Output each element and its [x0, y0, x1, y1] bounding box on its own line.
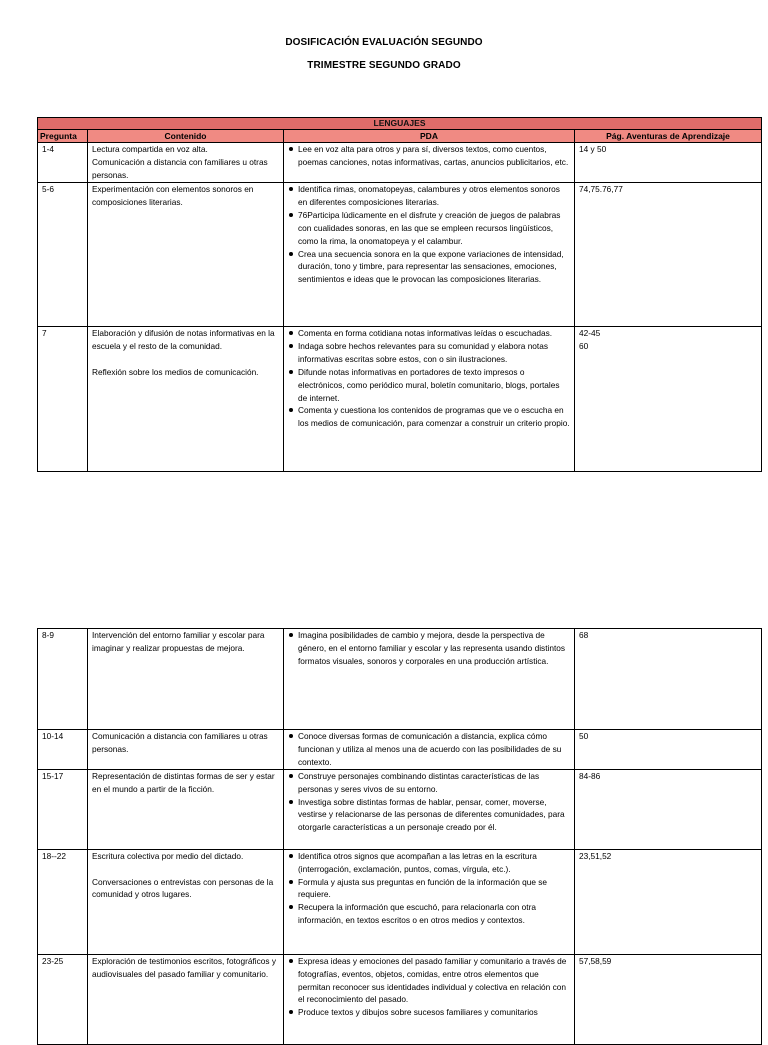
pda-bullet: Identifica otros signos que acompañan a las letras en la escritura (interrogación, exclamación, puntos, comas, vírgula, etc.).	[288, 850, 570, 876]
cell-contenido: Escritura colectiva por medio del dictado. Conversaciones o entrevistas con personas de la comunidad y otros lugares.	[88, 849, 284, 954]
column-header-pag: Pág. Aventuras de Aprendizaje	[575, 130, 762, 143]
cell-contenido: Representación de distintas formas de ser y estar en el mundo a partir de la ficción.	[88, 769, 284, 849]
cell-pregunta: 23-25	[38, 954, 88, 1044]
cell-contenido: Elaboración y difusión de notas informativas en la escuela y el resto de la comunidad. Reflexión sobre los medios de comunicación.	[88, 327, 284, 472]
cell-contenido: Experimentación con elementos sonoros en composiciones literarias.	[88, 183, 284, 327]
pda-bullet: Expresa ideas y emociones del pasado familiar y comunitario a través de fotografías, eventos, objetos, comidas, entre otros elementos que permitan reconocer sus identidades individual y colectiva en relación con el reconocimiento del pasado.	[288, 955, 570, 1007]
cell-pag: 74,75.76,77	[575, 183, 762, 327]
section-header-lenguajes: LENGUAJES	[38, 118, 762, 130]
cell-pregunta: 15-17	[38, 769, 88, 849]
cell-pda	[284, 143, 575, 183]
pda-bullet: 76Participa lúdicamente en el disfrute y creación de juegos de palabras con cualidades sonoras, en las que se empleen recursos lingüísticos, como la rima, la onomatopeya y el calambur.	[288, 209, 570, 248]
cell-pregunta: 5-6	[38, 183, 88, 327]
cell-pag: 42-45 60	[575, 327, 762, 472]
cell-pregunta: 1-4	[38, 143, 88, 183]
table-row	[38, 849, 762, 954]
pda-bullet: Conoce diversas formas de comunicación a distancia, explica cómo funcionan y utiliza al menos una de acuerdo con las posibilidades de su contexto.	[288, 730, 570, 769]
cell-pda	[284, 769, 575, 849]
pda-bullet: Recupera la información que escuchó, para relacionarla con otra información, en textos escritos o en otros medios y contextos.	[288, 901, 570, 927]
cell-pda	[284, 849, 575, 954]
pda-bullet: Investiga sobre distintas formas de hablar, pensar, comer, moverse, vestirse y relacionarse de las personas de diferentes comunidades, para otorgarle características a un personaje creado por él.	[288, 796, 570, 835]
cell-pregunta: 7	[38, 327, 88, 472]
column-header-pda: PDA	[284, 130, 575, 143]
pda-bullet: Comenta y cuestiona los contenidos de programas que ve o escucha en los medios de comunicación, para comenzar a construir un criterio propio.	[288, 404, 570, 430]
table-row	[38, 629, 762, 730]
cell-pag: 57,58,59	[575, 954, 762, 1044]
pda-bullet: Identifica rimas, onomatopeyas, calambures y otros elementos sonoros en diferentes composiciones literarias.	[288, 183, 570, 209]
cell-pda	[284, 327, 575, 472]
cell-pda	[284, 730, 575, 770]
cell-pda	[284, 954, 575, 1044]
pda-bullet: Construye personajes combinando distintas características de las personas y seres vivos de su entorno.	[288, 770, 570, 796]
column-header-contenido: Contenido	[88, 130, 284, 143]
cell-pag: 68	[575, 629, 762, 730]
pda-bullet: Formula y ajusta sus preguntas en función de la información que se requiere.	[288, 876, 570, 902]
pda-bullet: Indaga sobre hechos relevantes para su comunidad y elabora notas informativas escritas sobre estos, con o sin ilustraciones.	[288, 340, 570, 366]
document-title-line-2: TRIMESTRE SEGUNDO GRADO	[307, 60, 461, 71]
pda-bullet: Imagina posibilidades de cambio y mejora, desde la perspectiva de género, en el entorno familiar y escolar y las representa usando distintos formatos visuales, sonoros y corporales en una producción artística.	[288, 629, 570, 668]
cell-pda	[284, 183, 575, 327]
pda-bullet: Difunde notas informativas en portadores de texto impresos o electrónicos, como periódico mural, boletín comunitario, blogs, portales de internet.	[288, 366, 570, 405]
dosificacion-table-page-2	[37, 628, 762, 1045]
cell-pregunta: 8-9	[38, 629, 88, 730]
cell-contenido: Lectura compartida en voz alta. Comunicación a distancia con familiares u otras personas.	[88, 143, 284, 183]
cell-contenido: Exploración de testimonios escritos, fotográficos y audiovisuales del pasado familiar y comunitario.	[88, 954, 284, 1044]
pda-bullet: Comenta en forma cotidiana notas informativas leídas o escuchadas.	[288, 327, 570, 340]
pda-bullet: Produce textos y dibujos sobre sucesos familiares y comunitarios	[288, 1006, 570, 1019]
dosificacion-table-page-1	[37, 117, 762, 472]
cell-pag: 23,51,52	[575, 849, 762, 954]
cell-pag: 14 y 50	[575, 143, 762, 183]
cell-pag: 50	[575, 730, 762, 770]
cell-pda	[284, 629, 575, 730]
pda-bullet: Lee en voz alta para otros y para sí, diversos textos, como cuentos, poemas canciones, notas informativas, cartas, anuncios publicitarios, etc.	[288, 143, 570, 169]
cell-pregunta: 18--22	[38, 849, 88, 954]
table-row	[38, 143, 762, 183]
pda-bullet: Crea una secuencia sonora en la que expone variaciones de intensidad, duración, tono y timbre, para representar las sensaciones, emociones, sentimientos e ideas que le provocan las composiciones literarias.	[288, 248, 570, 287]
table-row	[38, 730, 762, 770]
table-row	[38, 769, 762, 849]
cell-contenido: Comunicación a distancia con familiares u otras personas.	[88, 730, 284, 770]
table-row	[38, 327, 762, 472]
cell-contenido: Intervención del entorno familiar y escolar para imaginar y realizar propuestas de mejora.	[88, 629, 284, 730]
cell-pag: 84-86	[575, 769, 762, 849]
table-row	[38, 954, 762, 1044]
cell-pregunta: 10-14	[38, 730, 88, 770]
table-row	[38, 183, 762, 327]
column-header-pregunta: Pregunta	[38, 130, 88, 143]
document-title-line-1: DOSIFICACIÓN EVALUACIÓN SEGUNDO	[285, 37, 483, 48]
